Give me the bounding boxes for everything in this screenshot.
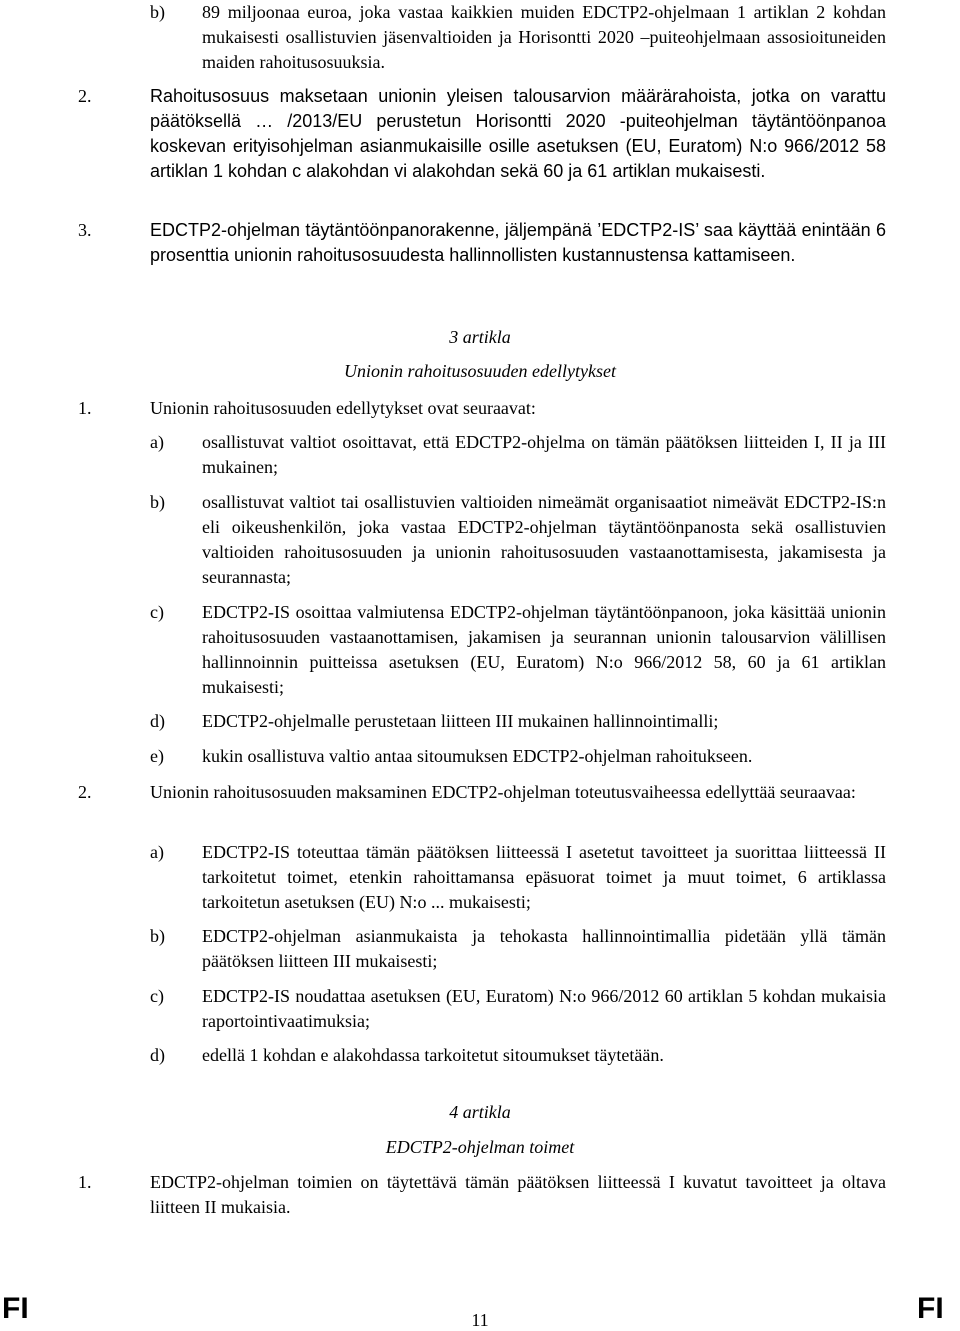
list-item-text: kukin osallistuva valtio antaa sitoumuksen EDCTP2-ohjelman rahoitukseen. xyxy=(202,746,753,766)
paragraph-number: 3. xyxy=(78,220,92,240)
page-number: 11 xyxy=(471,1310,489,1330)
list-item-text: edellä 1 kohdan e alakohdassa tarkoitetut sitoumukset täytetään. xyxy=(202,1045,664,1065)
paragraph-text: EDCTP2-ohjelman toimien on täytettävä tämän päätöksen liitteessä I kuvatut tavoitteet ja oltava liitteen II mukaisia. xyxy=(150,1172,886,1217)
paragraph-text: Rahoitusosuus maksetaan unionin yleisen talousarvion määrärahoista, jotka on varattu päätöksellä … /2013/EU perustetun Horisontti 2020 -puiteohjelman täytäntöönpanoa koskevan erityisohjelman asianmukaisille osille asetuksen (EU, Euratom) N:o 966/2012 58 artiklan 1 kohdan c alakohdan vi alakohdan sekä 60 ja 61 artiklan mukaisesti. xyxy=(150,86,886,181)
list-item-text: EDCTP2-ohjelman asianmukaista ja tehokasta hallinnointimallia pidetään yllä tämän päätöksen liitteen III mukaisesti; xyxy=(202,926,886,971)
language-code-right: FI xyxy=(917,1292,944,1325)
paragraph-number: 1. xyxy=(78,1172,92,1192)
article-heading: 3 artikla xyxy=(449,327,511,347)
list-item-label: d) xyxy=(150,711,165,731)
list-item-label: b) xyxy=(150,492,165,512)
list-item-text: EDCTP2-IS noudattaa asetuksen (EU, Euratom) N:o 966/2012 60 artiklan 5 kohdan mukaisia raportointivaatimuksia; xyxy=(202,986,886,1031)
article-heading: 4 artikla xyxy=(449,1102,511,1122)
paragraph-number: 2. xyxy=(78,782,92,802)
list-item-text: EDCTP2-ohjelmalle perustetaan liitteen III mukainen hallinnointimalli; xyxy=(202,711,719,731)
list-item-text: osallistuvat valtiot tai osallistuvien valtioiden nimeämät organisaatiot nimeävät EDCTP2-IS:n eli oikeushenkilön, joka vastaa EDCTP2-ohjelman täytäntöönpanosta sekä osallistuvien valtioiden rahoitusosuuden ja unionin rahoitusosuuden vastaanottamisesta, jakamisesta ja seurannasta; xyxy=(202,492,886,587)
list-item-label: a) xyxy=(150,842,164,862)
list-item-label: a) xyxy=(150,432,164,452)
paragraph-text: Unionin rahoitusosuuden edellytykset ovat seuraavat: xyxy=(150,398,536,418)
list-item-label: e) xyxy=(150,746,164,766)
list-item-text: EDCTP2-IS osoittaa valmiutensa EDCTP2-ohjelman täytäntöönpanoon, joka käsittää unionin rahoitusosuuden vastaanottamisen, jakamisen ja seurannan unionin talousarvion välillisen hallinnoinnin puitteissa asetuksen (EU, Euratom) N:o 966/2012 58, 60 ja 61 artiklan mukaisesti; xyxy=(202,602,886,697)
list-item-text: EDCTP2-IS toteuttaa tämän päätöksen liitteessä I asetetut tavoitteet ja suorittaa liitteessä II tarkoitetut toimet, etenkin rahoittamansa epäsuorat toimet ja muut toimet, 6 artiklassa tarkoitetun asetuksen (EU) N:o ... mukaisesti; xyxy=(202,842,886,912)
list-item-label: d) xyxy=(150,1045,165,1065)
list-item-label: b) xyxy=(150,926,165,946)
item-text: 89 miljoonaa euroa, joka vastaa kaikkien muiden EDCTP2-ohjelmaan 1 artiklan 2 kohdan mukaisesti osallistuvien jäsenvaltioiden ja Horisontti 2020 –puiteohjelmaan assosioituneiden maiden rahoitusosuuksia. xyxy=(202,2,886,72)
list-item-text: osallistuvat valtiot osoittavat, että EDCTP2-ohjelma on tämän päätöksen liitteiden I, II ja III mukainen; xyxy=(202,432,886,477)
article-title: Unionin rahoitusosuuden edellytykset xyxy=(344,361,616,381)
paragraph-text: EDCTP2-ohjelman täytäntöönpanorakenne, jäljempänä ’EDCTP2-IS’ saa käyttää enintään 6 prosenttia unionin rahoitusosuudesta hallinnollisten kustannustensa kattamiseen. xyxy=(150,220,886,265)
list-item-label: c) xyxy=(150,602,164,622)
item-label: b) xyxy=(150,2,165,22)
article-title: EDCTP2-ohjelman toimet xyxy=(385,1137,575,1157)
paragraph-number: 1. xyxy=(78,398,92,418)
paragraph-number: 2. xyxy=(78,86,92,106)
list-item-label: c) xyxy=(150,986,164,1006)
paragraph-text: Unionin rahoitusosuuden maksaminen EDCTP2-ohjelman toteutusvaiheessa edellyttää seuraavaa: xyxy=(150,782,856,802)
language-code-left: FI xyxy=(2,1292,29,1325)
